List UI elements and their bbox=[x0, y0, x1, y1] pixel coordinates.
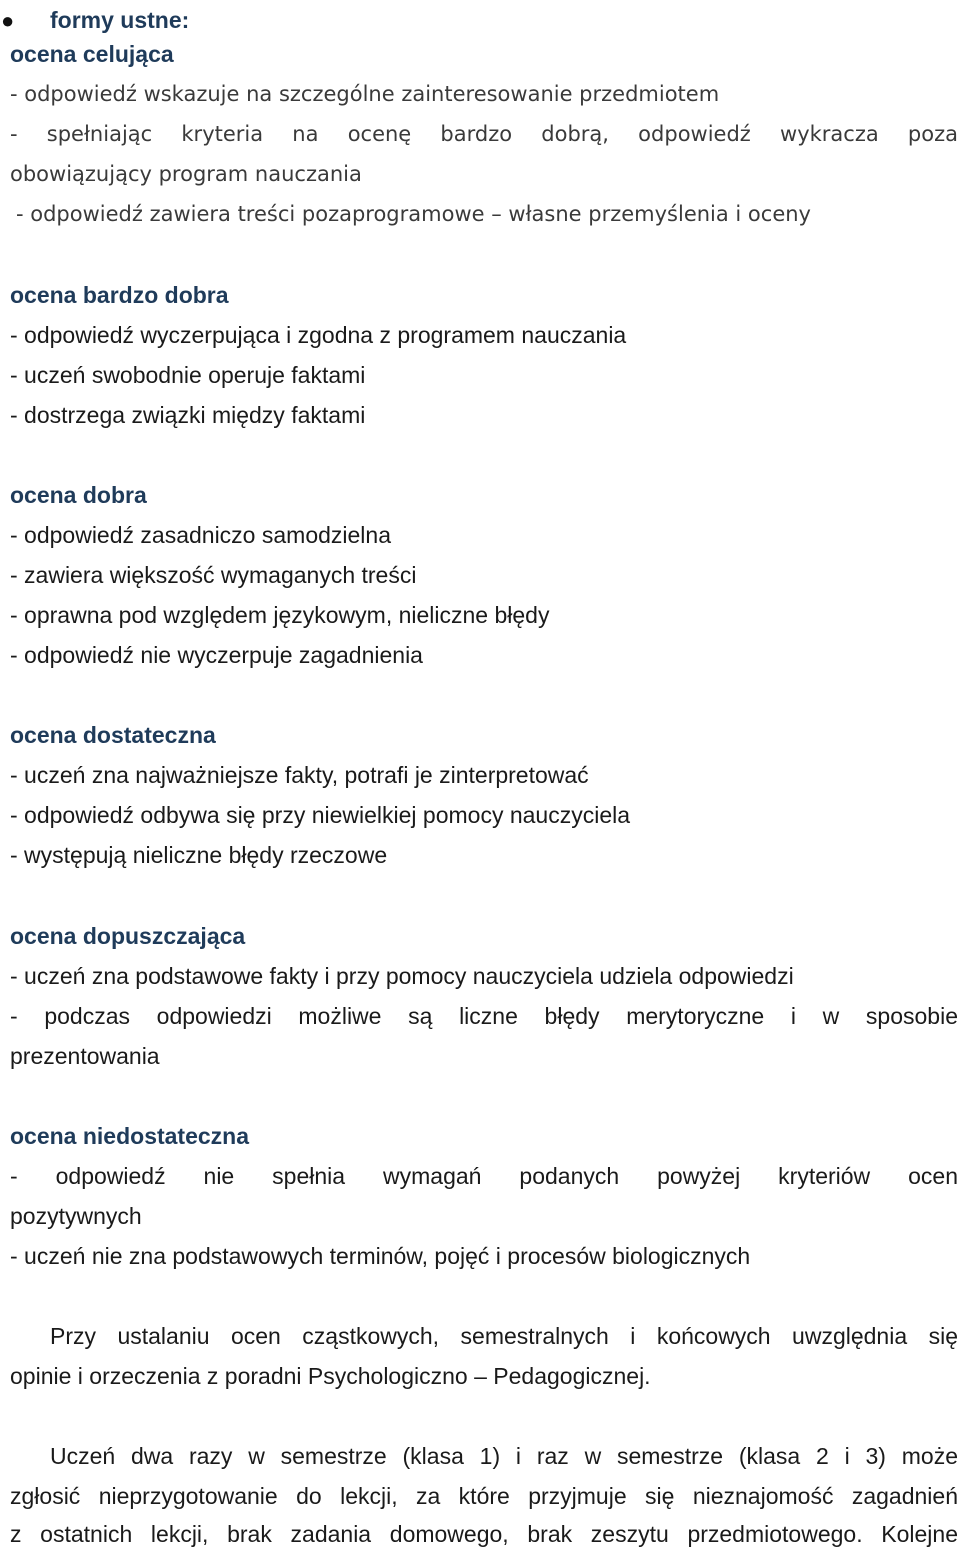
section-heading-dostateczna: ocena dostateczna bbox=[10, 722, 216, 748]
section-heading-dobra: ocena dobra bbox=[10, 482, 147, 508]
paragraph-line: Przy ustalaniu ocen cząstkowych, semestralnych i końcowych uwzględnia się bbox=[50, 1323, 958, 1349]
paragraph-line: opinie i orzeczenia z poradni Psychologiczno – Pedagogicznej. bbox=[10, 1363, 651, 1389]
section-line: obowiązujący program nauczania bbox=[10, 162, 362, 186]
section-line: - odpowiedź nie wyczerpuje zagadnienia bbox=[10, 642, 423, 668]
section-line: - zawiera większość wymaganych treści bbox=[10, 562, 417, 588]
section-line: - odpowiedź nie spełnia wymagań podanych powyżej kryteriów ocen bbox=[10, 1163, 958, 1189]
section-line: - odpowiedź wskazuje na szczególne zainteresowanie przedmiotem bbox=[10, 82, 720, 106]
section-line: - odpowiedź odbywa się przy niewielkiej pomocy nauczyciela bbox=[10, 802, 631, 828]
section-line: pozytywnych bbox=[10, 1203, 142, 1229]
section-line: - uczeń nie zna podstawowych terminów, pojęć i procesów biologicznych bbox=[10, 1243, 751, 1269]
section-line: prezentowania bbox=[10, 1043, 160, 1069]
section-heading-celujaca: ocena celująca bbox=[10, 41, 174, 67]
section-line: - podczas odpowiedzi możliwe są liczne błędy merytoryczne i w sposobie bbox=[10, 1003, 958, 1029]
bullet-label: formy ustne: bbox=[50, 7, 190, 33]
section-line: - uczeń zna najważniejsze fakty, potrafi je zinterpretować bbox=[10, 762, 589, 788]
section-line: - dostrzega związki między faktami bbox=[10, 402, 366, 428]
paragraph-line: zgłosić nieprzygotowanie do lekcji, za które przyjmuje się nieznajomość zagadnień bbox=[10, 1483, 958, 1509]
section-heading-niedostateczna: ocena niedostateczna bbox=[10, 1123, 250, 1149]
section-line: - uczeń swobodnie operuje faktami bbox=[10, 362, 366, 388]
section-line: - oprawna pod względem językowym, nieliczne błędy bbox=[10, 602, 550, 628]
paragraph-line: Uczeń dwa razy w semestrze (klasa 1) i raz w semestrze (klasa 2 i 3) może bbox=[50, 1443, 958, 1469]
section-heading-bardzo-dobra: ocena bardzo dobra bbox=[10, 282, 229, 308]
section-line: - występują nieliczne błędy rzeczowe bbox=[10, 842, 388, 868]
section-line: - uczeń zna podstawowe fakty i przy pomocy nauczyciela udziela odpowiedzi bbox=[10, 963, 794, 989]
section-line: - odpowiedź wyczerpująca i zgodna z programem nauczania bbox=[10, 322, 627, 348]
section-line: - odpowiedź zasadniczo samodzielna bbox=[10, 522, 391, 548]
section-heading-dopuszczajaca: ocena dopuszczająca bbox=[10, 923, 246, 949]
section-line: - odpowiedź zawiera treści pozaprogramowe – własne przemyślenia i oceny bbox=[16, 202, 811, 226]
section-line: - spełniając kryteria na ocenę bardzo dobrą, odpowiedź wykracza poza bbox=[10, 122, 958, 146]
paragraph-line: z ostatnich lekcji, brak zadania domowego, brak zeszytu przedmiotowego. Kolejne bbox=[10, 1521, 958, 1547]
bullet-icon: ● bbox=[1, 8, 15, 33]
